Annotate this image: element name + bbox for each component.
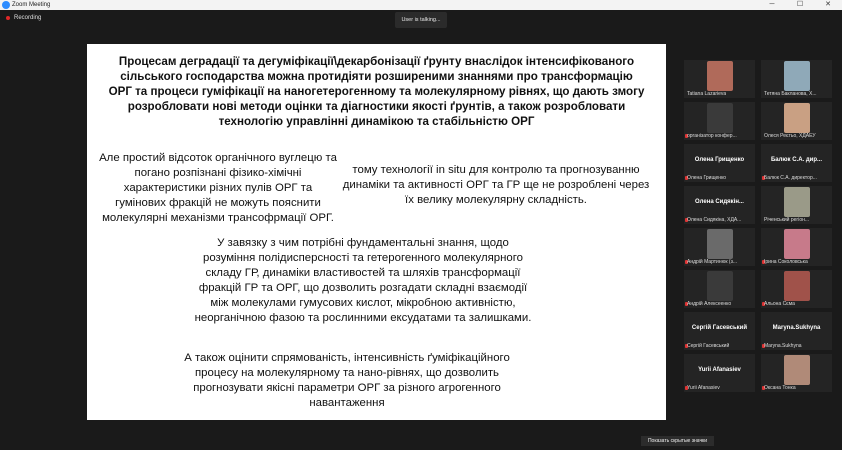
- participant-tile[interactable]: [761, 228, 832, 266]
- participant-video: [707, 271, 733, 301]
- participant-video: [784, 229, 810, 259]
- participant-name: Оксана Тонка: [764, 385, 796, 391]
- participant-name: Тетяна Бакланова, Х...: [764, 91, 817, 97]
- window-title: Zoom Meeting: [12, 2, 51, 8]
- participant-video: [707, 61, 733, 91]
- shared-screen-slide: [87, 44, 666, 420]
- participant-display-name: Балюк С.А. дир...: [770, 157, 823, 163]
- organizer-logo-icon: [707, 103, 733, 133]
- participant-display-name: Сергій Гасевський: [691, 325, 748, 331]
- participant-display-name: Maryna.Sukhyna: [772, 325, 821, 331]
- slide-paragraph-3: У завязку з чим потрібні фундаментальні знання, щодо розуміння полідисперсності та гетерогенного молекулярного складу ГР, динаміки властивостей та шляхів трансформації фракцій ГР та ОРГ, що дозволить розгадати складні взаємодії між молекулами гумусових кислот, мікробною активністю, неорганічною фазою та рослинними ексудатами та залишками.: [194, 237, 532, 324]
- recording-label: Recording: [14, 15, 42, 21]
- participant-name: організатор конфер...: [687, 133, 737, 139]
- participant-tile[interactable]: [761, 102, 832, 140]
- participant-tile[interactable]: [684, 354, 755, 392]
- participant-name: Ірина Соколовська: [764, 259, 808, 265]
- participant-tile[interactable]: [684, 144, 755, 182]
- participant-display-name: Олена Сидякін...: [695, 199, 744, 205]
- participant-tile[interactable]: [761, 312, 832, 350]
- participant-tile[interactable]: [761, 270, 832, 308]
- participant-tile[interactable]: [684, 228, 755, 266]
- participant-name: Yurii Afanasiev: [687, 385, 720, 391]
- participant-name: Maryna.Sukhyna: [764, 343, 802, 349]
- participant-name: Tatiana Lazarieva: [687, 91, 727, 97]
- slide-paragraph-1: Але простий відсоток органічного вуглецю та погано розпізнані фізико-хімічні характеристики різних пулів ОРГ та гумінових фракцій не можуть пояснити молекулярні механізми трансофрмації ОРГ.: [99, 152, 337, 224]
- participant-video: [784, 103, 810, 133]
- maximize-button[interactable]: ☐: [796, 1, 804, 8]
- participant-tile[interactable]: [684, 102, 755, 140]
- participant-tile[interactable]: [761, 144, 832, 182]
- participant-tile[interactable]: [761, 186, 832, 224]
- participant-name: Альона Сєма: [764, 301, 795, 307]
- participant-name: Олеся Реєтьо, ХДАЕУ: [764, 133, 816, 139]
- participant-video: [707, 229, 733, 259]
- participant-tile[interactable]: [684, 60, 755, 98]
- participant-name: Андрій Алексеенко: [687, 301, 732, 307]
- participant-tile[interactable]: [761, 60, 832, 98]
- slide-paragraph-4: А також оцінити спрямованість, інтенсивність ґуміфікаційного процесу на молекулярному та нано-рівнях, що дозволить прогнозувати якісні параметри ОРГ за різного агрогенного навантаження: [184, 352, 510, 409]
- participant-tile[interactable]: [684, 186, 755, 224]
- participant-video: [784, 355, 810, 385]
- participant-tile[interactable]: [684, 312, 755, 350]
- participants-gallery: [676, 60, 842, 405]
- participant-name: Річенський регіон...: [764, 217, 810, 223]
- participant-tile[interactable]: [761, 354, 832, 392]
- participant-name: Балюк С.А. директор...: [764, 175, 817, 181]
- zoom-logo-icon: [2, 1, 10, 9]
- window-controls: [758, 0, 842, 10]
- slide-heading: Процесам деградації та дегуміфікації\декарбонізації ґрунту внаслідок інтенсифікованого сільського господарства можна протидіяти розширеними знаннями про трансформацію ОРГ та процеси гуміфікації на наногетерогенному та молекулярному рівнях, що дають змогу розробловати нові методи оцінки та діагностики якості ґрунтів, а також розробловати технологію управлінні динамікою та стабільністю ОРГ: [108, 55, 645, 128]
- participant-name: Андрій Мартинюк (з...: [687, 259, 738, 265]
- title-bar: [0, 0, 842, 10]
- speaker-indicator: User is talking...: [395, 12, 447, 28]
- participant-name: Сергій Гасевський: [687, 343, 730, 349]
- close-button[interactable]: ✕: [825, 1, 831, 8]
- participant-video: [784, 271, 810, 301]
- record-dot-icon: [6, 16, 10, 20]
- participant-tile[interactable]: [684, 270, 755, 308]
- participant-display-name: Yurii Afanasiev: [698, 367, 741, 373]
- minimize-button[interactable]: ─: [769, 1, 775, 8]
- participant-display-name: Олена Грищенко: [694, 157, 745, 163]
- participant-name: Олена Грищенко: [687, 175, 727, 181]
- participant-name: Олена Сидякіна, ХДА...: [687, 217, 742, 223]
- participant-video: [784, 187, 810, 217]
- slide-paragraph-2: тому технології in situ для контролю та прогнозуванню динаміки та активності ОРГ та ГР ще не розроблені через їх велику молекулярну складність.: [342, 164, 650, 206]
- participant-video: [784, 61, 810, 91]
- recording-indicator[interactable]: [6, 15, 41, 21]
- show-hidden-icons-button[interactable]: Показать скрытые значки: [641, 436, 714, 446]
